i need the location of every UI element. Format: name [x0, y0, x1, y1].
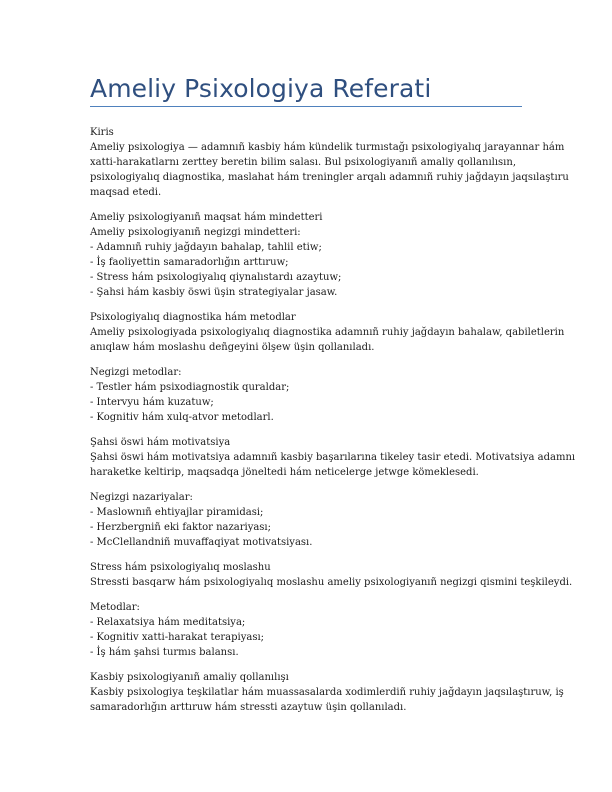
list-item: - Kognitiv xatti-harakat terapiyası; [90, 632, 265, 643]
text-line: Kasbiy psixologiya teşkilatlar hám muassasalarda xodimlerdiñ ruhiy jağdayın jaqsılaştıruw, iş [90, 687, 564, 698]
list-item: - McClellandniñ muvaffaqiyat motivatsiyası. [90, 537, 313, 548]
paragraph-methods [90, 365, 522, 425]
paragraph-diagnostics [90, 310, 565, 355]
text-line: xatti-harakatlarnı zerttey beretin bilim salası. Bul psixologiyanıñ amaliy qollanılısın, [90, 157, 517, 168]
paragraph-theories [90, 490, 522, 550]
list-item: - Relaxatsiya hám meditatsiya; [90, 617, 246, 628]
list-item: - Herzbergniñ eki faktor nazariyası; [90, 522, 272, 533]
list-item: - Maslownıñ ehtiyajlar piramidasi; [90, 507, 264, 518]
list-item: - Kognitiv hám xulq-atvor metodlarl. [90, 412, 274, 423]
list-item: - Adamnıñ ruhiy jağdayın bahalap, tahlil etiw; [90, 242, 322, 253]
section-heading: Metodlar: [90, 602, 140, 613]
title-underline [90, 106, 522, 107]
text-line: anıqlaw hám moslashu deñgeyini ölşew üşin qollanıladı. [90, 342, 375, 353]
section-heading: Şahsi öswi hám motivatsiya [90, 437, 231, 448]
paragraph-professional [90, 670, 564, 715]
document-body [90, 125, 576, 725]
list-item: - Intervyu hám kuzatuw; [90, 397, 214, 408]
list-item: - Stress hám psixologiyalıq qiynalıstardı azaytuw; [90, 272, 342, 283]
section-heading: Negizgi nazariyalar: [90, 492, 193, 503]
section-heading: Kasbiy psixologiyanıñ amaliy qollanılışı [90, 672, 289, 683]
text-line: Ameliy psixologiyada psixologiyalıq diagnostika adamnıñ ruhiy jağdayın bahalaw, qabiletlerin [90, 327, 565, 338]
section-heading: Psixologiyalıq diagnostika hám metodlar [90, 312, 296, 323]
text-line: Şahsi öswi hám motivatsiya adamnıñ kasbiy başarılarına tikeley tasir etedi. Motivatsiya adamnı [90, 452, 576, 463]
list-item: - İş hám şahsi turmıs balansı. [90, 647, 239, 658]
section-heading: Negizgi metodlar: [90, 367, 182, 378]
text-line: Ameliy psixologiya — adamnıñ kasbiy hám kündelik turmıstağı psixologiyalıq jarayannar hám [90, 142, 565, 153]
paragraph-stress [90, 560, 573, 590]
section-heading: Kiris [90, 127, 114, 138]
list-item: - Şahsi hám kasbiy öswi üşin strategiyalar jasaw. [90, 287, 338, 298]
text-line: Stressti basqarw hám psixologiyalıq moslashu ameliy psixologiyanıñ negizgi qismini teşkileydi. [90, 577, 573, 588]
text-line: Ameliy psixologiyanıñ negizgi mindetteri: [90, 227, 301, 238]
document-title: Ameliy Psixologiya Referati [90, 74, 432, 103]
section-heading: Ameliy psixologiyanıñ maqsat hám mindetteri [90, 212, 323, 223]
section-heading: Stress hám psixologiyalıq moslashu [90, 562, 271, 573]
text-line: psixologiyalıq diagnostika, maslahat hám treningler arqalı adamnıñ ruhiy jağdayın jaqsılaştıru [90, 172, 569, 183]
paragraph-motivation [90, 435, 576, 480]
list-item: - Testler hám psixodiagnostik quraldar; [90, 382, 290, 393]
paragraph-introduction [90, 125, 569, 200]
text-line: samaradorlığın arttıruw hám stressti azaytuw üşin qollanıladı. [90, 702, 407, 713]
paragraph-stress-methods [90, 600, 522, 660]
list-item: - İş faoliyettin samaradorlığın arttıruw; [90, 257, 289, 268]
text-line: maqsad etedi. [90, 187, 162, 198]
text-line: haraketke keltirip, maqsadqa jöneltedi hám neticelerge jetwge kömeklesedi. [90, 467, 479, 478]
paragraph-goals [90, 210, 522, 300]
